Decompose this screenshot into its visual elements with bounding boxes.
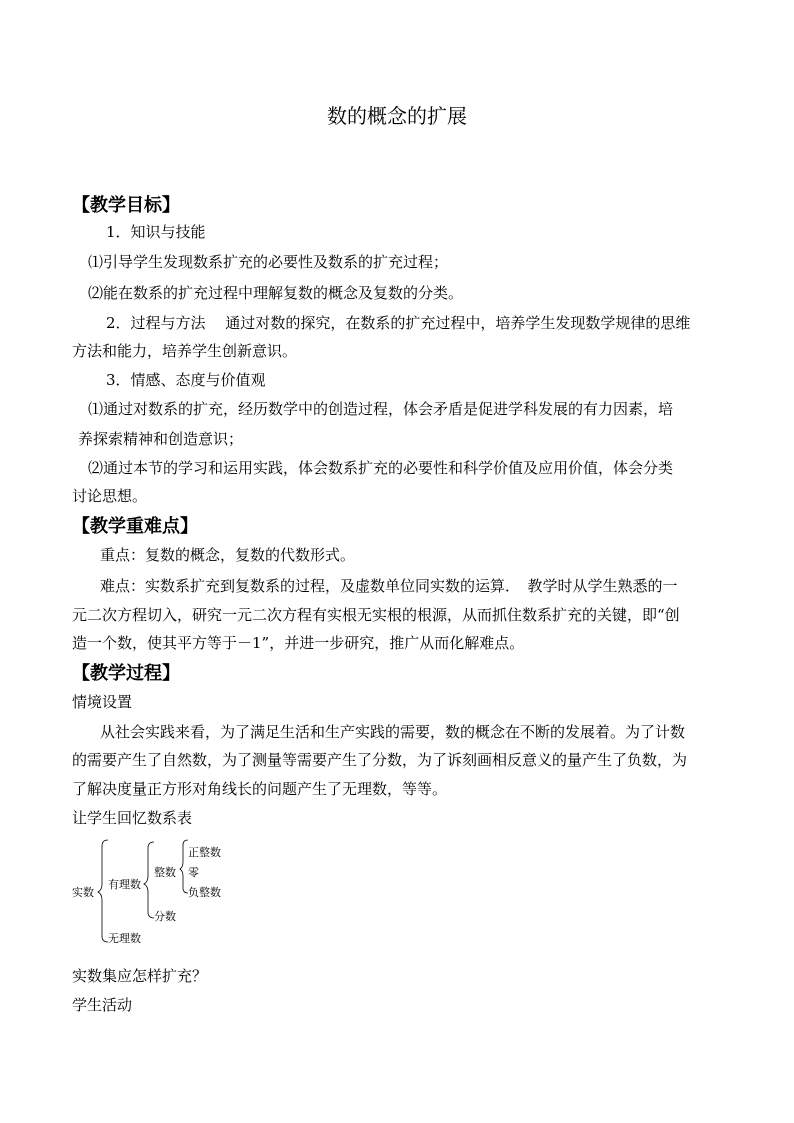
expansion-question: 实数集应怎样扩充？ — [72, 967, 208, 985]
tree-positive-integer: 正整数 — [188, 846, 221, 859]
goals-item-1: 1．知识与技能 — [106, 223, 206, 241]
tree-irrational: 无理数 — [108, 932, 141, 945]
tree-integer: 整数 — [154, 866, 176, 879]
keypoints-difficulty-line-2: 元二次方程切入，研究一元二次方程有实根无实根的根源，从而抓住数系扩充的关键，即“创 — [72, 606, 680, 624]
keypoints-heading: 【教学重难点】 — [72, 516, 198, 537]
goals-item-3-1-line-2: 养探索精神和创造意识； — [78, 430, 244, 448]
scenario-label: 情境设置 — [72, 693, 133, 711]
keypoints-difficulty-line-1: 难点：实数系扩充到复数系的过程，及虚数单位同实数的运算． 教学时从学生熟悉的一 — [100, 577, 678, 595]
number-system-tree — [70, 836, 270, 952]
goals-item-1-2: ⑵能在数系的扩充过程中理解复数的概念及复数的分类。 — [88, 284, 464, 302]
goals-item-2-line-1: 2．过程与方法 通过对数的探究，在数系的扩充过程中，培养学生发现数学规律的思维 — [106, 314, 691, 332]
tree-fraction: 分数 — [154, 910, 176, 923]
tree-rational: 有理数 — [108, 878, 141, 891]
keypoints-difficulty-line-3: 造一个数，使其平方等于－1”，并进一步研究，推广从而化解难点。 — [72, 634, 525, 652]
goals-item-1-1: ⑴引导学生发现数系扩充的必要性及数系的扩充过程； — [88, 253, 449, 271]
goals-item-2-line-2: 方法和能力，培养学生创新意识。 — [72, 342, 298, 360]
goals-heading: 【教学目标】 — [72, 195, 180, 216]
tree-zero: 零 — [188, 866, 199, 879]
activity-label: 学生活动 — [72, 996, 133, 1014]
goals-item-3-1-line-1: ⑴通过对数系的扩充，经历数学中的创造过程，体会矛盾是促进学科发展的有力因素，培 — [88, 400, 674, 418]
scenario-paragraph-line-3: 了解决度量正方形对角线长的问题产生了无理数，等等。 — [72, 780, 448, 798]
process-heading: 【教学过程】 — [72, 663, 180, 684]
scenario-paragraph-line-2: 的需要产生了自然数，为了测量等需要产生了分数，为了诉刻画相反意义的量产生了负数，为 — [72, 751, 688, 769]
tree-negative-integer: 负整数 — [188, 886, 221, 899]
tree-braces — [70, 836, 270, 952]
page-title: 数的概念的扩展 — [327, 104, 467, 128]
recall-label: 让学生回忆数系表 — [72, 809, 193, 827]
goals-item-3-2-line-1: ⑵通过本节的学习和运用实践，体会数系扩充的必要性和科学价值及应用价值，体会分类 — [88, 459, 674, 477]
tree-real: 实数 — [72, 886, 94, 899]
scenario-paragraph-line-1: 从社会实践来看，为了满足生活和生产实践的需要，数的概念在不断的发展着。为了计数 — [100, 723, 686, 741]
goals-item-3-2-line-2: 讨论思想。 — [72, 487, 148, 505]
goals-item-3: 3．情感、态度与价值观 — [106, 371, 266, 389]
keypoints-focus: 重点：复数的概念，复数的代数形式。 — [100, 546, 356, 564]
